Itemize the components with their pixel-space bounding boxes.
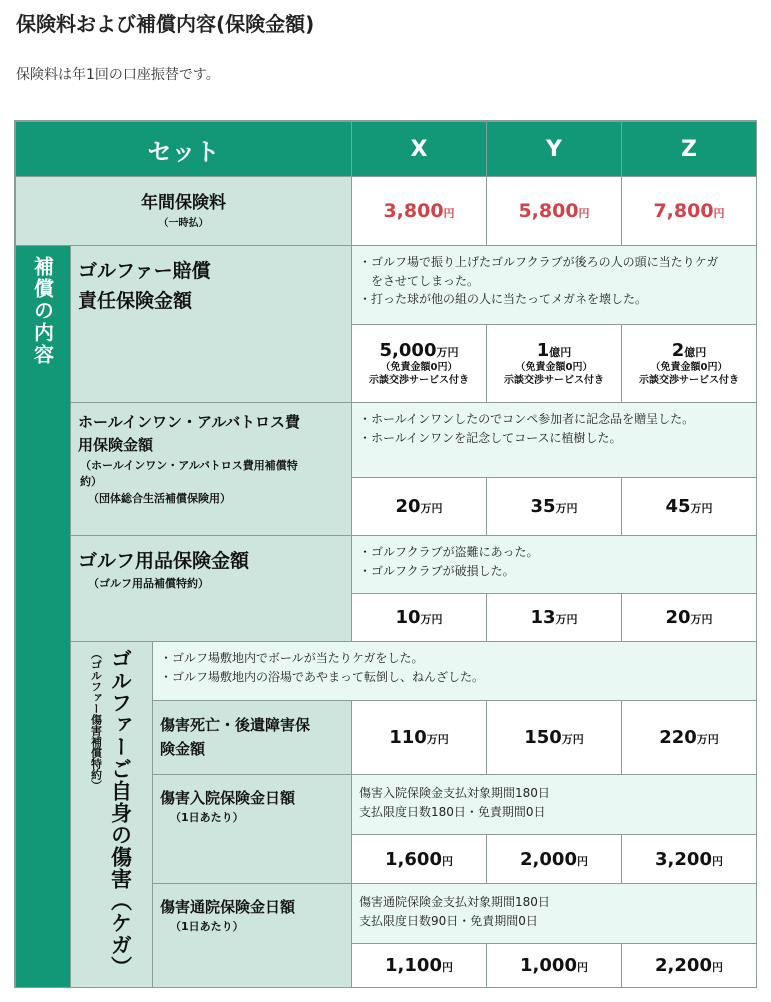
- injury-outpatient-label: 傷害通院保険金日額 （1日あたり）: [152, 883, 352, 988]
- holeinone-y: 35万円: [486, 477, 622, 536]
- premium-y: 5,800円: [486, 176, 622, 246]
- injury-hospital-label: 傷害入院保険金日額 （1日あたり）: [152, 774, 352, 884]
- injury-hospital-y: 2,000円: [486, 834, 622, 884]
- holeinone-z: 45万円: [621, 477, 757, 536]
- header-plan-z: Z: [621, 121, 757, 177]
- liability-z: 2億円 （免責金額0円） 示談交渉サービス付き: [621, 324, 757, 403]
- liability-y: 1億円 （免責金額0円） 示談交渉サービス付き: [486, 324, 622, 403]
- header-plan-y: Y: [486, 121, 622, 177]
- injury-outpatient-desc: 傷害通院保険金支払対象期間180日 支払限度日数90日・免責期間0日: [351, 883, 757, 944]
- injury-outpatient-z: 2,200円: [621, 943, 757, 988]
- premium-label: 年間保険料 （一時払）: [15, 176, 352, 246]
- holeinone-label: ホールインワン・アルバトロス費 用保険金額 （ホールインワン・アルバトロス費用補償特 約） （団体総合生活補償保険用）: [70, 402, 352, 536]
- equipment-label: ゴルフ用品保険金額 （ゴルフ用品補償特約）: [70, 535, 352, 642]
- liability-examples: ・ゴルフ場で振り上げたゴルフクラブが後ろの人の頭に当たりケガ をさせてしまった。 ・打った球が他の組の人に当たってメガネを壊した。: [351, 245, 757, 325]
- injury-outpatient-y: 1,000円: [486, 943, 622, 988]
- injury-hospital-x: 1,600円: [351, 834, 487, 884]
- liability-label: ゴルファー賠償 責任保険金額: [70, 245, 352, 403]
- page-subtitle: 保険料は年1回の口座振替です。: [16, 67, 220, 83]
- liability-x: 5,000万円 （免責金額0円） 示談交渉サービス付き: [351, 324, 487, 403]
- equipment-examples: ・ゴルフクラブが盗難にあった。 ・ゴルフクラブが破損した。: [351, 535, 757, 594]
- injury-death-x: 110万円: [351, 700, 487, 775]
- holeinone-x: 20万円: [351, 477, 487, 536]
- page-title: 保険料および補償内容(保険金額): [16, 12, 315, 36]
- premium-x: 3,800円: [351, 176, 487, 246]
- coverage-vertical-label: 補償の内容: [15, 245, 71, 988]
- equipment-y: 13万円: [486, 593, 622, 642]
- injury-outpatient-x: 1,100円: [351, 943, 487, 988]
- injury-examples: ・ゴルフ場敷地内でボールが当たりケガをした。 ・ゴルフ場敷地内の浴場であやまって転倒し、ねんざした。: [152, 641, 757, 701]
- coverage-table: [14, 120, 757, 988]
- equipment-x: 10万円: [351, 593, 487, 642]
- equipment-z: 20万円: [621, 593, 757, 642]
- injury-hospital-desc: 傷害入院保険金支払対象期間180日 支払限度日数180日・免責期間0日: [351, 774, 757, 835]
- injury-death-z: 220万円: [621, 700, 757, 775]
- holeinone-examples: ・ホールインワンしたのでコンペ参加者に記念品を贈呈した。 ・ホールインワンを記念してコースに植樹した。: [351, 402, 757, 478]
- injury-death-label: 傷害死亡・後遺障害保 険金額: [152, 700, 352, 775]
- injury-vertical-label: ゴルファーご自身の傷害（ケガ） （ゴルファー傷害補償特約）: [70, 641, 153, 988]
- injury-hospital-z: 3,200円: [621, 834, 757, 884]
- premium-z: 7,800円: [621, 176, 757, 246]
- injury-death-y: 150万円: [486, 700, 622, 775]
- header-set: セット: [15, 121, 352, 177]
- header-plan-x: X: [351, 121, 487, 177]
